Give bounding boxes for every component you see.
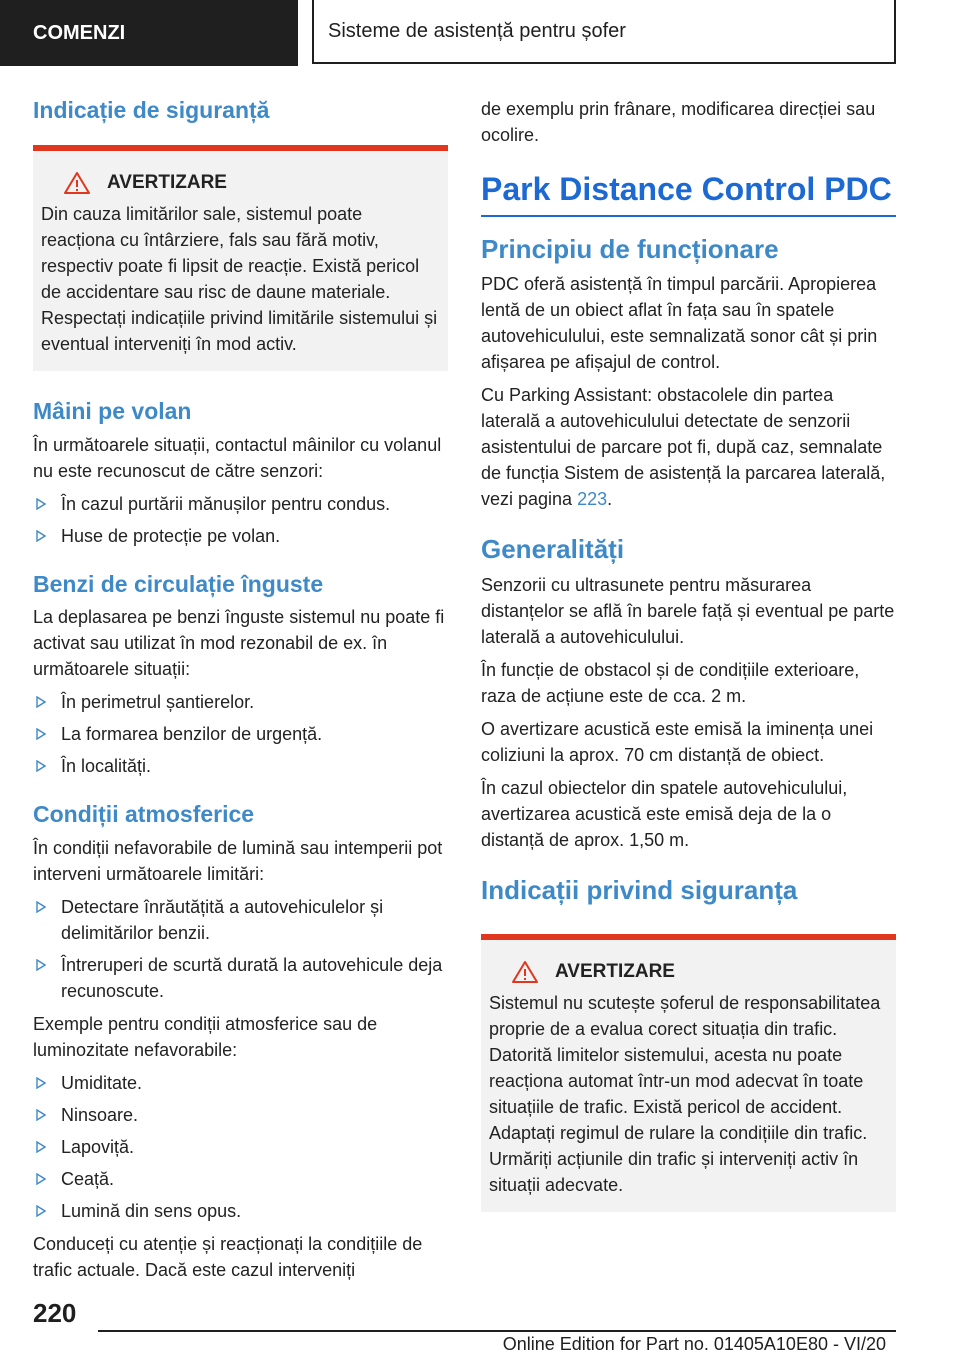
list-item-text: La formarea benzilor de urgență. [61,724,323,745]
principle-text-2 [481,382,896,512]
bullet-triangle-icon [36,1077,46,1089]
page-number: 220 [33,1298,77,1328]
hands-list [33,491,448,549]
pdc-heading: Park Distance Control PDC [481,169,896,217]
bullet-triangle-icon [36,959,46,971]
bullet-triangle-icon [36,696,46,708]
lanes-text: La deplasarea pe benzi înguste sistemul nu poate fi activat sau utilizat în mod rezonabil de ex. în următoarele situații: [33,607,445,680]
warning-title: AVERTIZARE [107,171,227,193]
spacer [481,860,896,874]
chapter-title: Sisteme de asistență pentru șofer [312,0,896,64]
list-item [33,1070,448,1096]
spacer [33,556,448,570]
examples-list [33,1070,448,1224]
hands-heading: Mâini pe volan [33,397,192,424]
page-header [0,0,960,66]
closing-text: Conduceți cu atenție și reacționați la condițiile de trafic actuale. Dacă este cazul interveniți [33,1234,423,1280]
general-text-2: În funcție de obstacol și de condițiile exterioare, raza de acțiune este de cca. 2 m. [481,659,860,706]
bullet-triangle-icon [36,1141,46,1153]
list-item [33,689,448,715]
right-column [481,96,896,1238]
list-item-text: Ninsoare. [61,1105,139,1125]
general-text-4: În cazul obiectelor din spatele autovehiculului, avertizarea acustică este emisă deja de la o distanță de aprox. 1,50 m. [481,777,848,850]
footer-divider [98,1330,896,1332]
warning-header [41,171,440,195]
bullet-triangle-icon [36,1205,46,1217]
list-item-text: Ceață. [61,1169,115,1189]
list-item [33,1102,448,1128]
general-text-1: Senzorii cu ultrasunete pentru măsurarea distanțelor se află în barele față și eventual pe parte laterală a autovehiculului. [481,574,895,647]
spacer [33,786,448,800]
list-item-text: În perimetrul șantierelor. [61,692,255,713]
principle-text-2-start: Cu Parking Assistant: obstacolele din partea laterală a autovehiculului detectate de senzorii asistentului de parcare pot fi, după caz, semnalate de funcția Sistem de asistență la parcarea laterală, vezi pagina [481,385,886,510]
bullet-triangle-icon [36,728,46,740]
page-link[interactable]: 223 [577,489,608,510]
list-item-text: În cazul purtării mănușilor pentru condus. [61,493,391,514]
edition-info: Online Edition for Part no. 01405A10E80 - VI/20 [502,1334,886,1354]
safety-heading: Indicație de siguranță [33,97,270,123]
page-footer [0,1290,960,1362]
weather-heading: Condiții atmosferice [33,801,255,828]
hands-text: În următoarele situații, contactul mâinilor cu volanul nu este recunoscut de către senzori: [33,434,442,481]
warning-box [481,934,896,1212]
list-item-text: Huse de protecție pe volan. [61,525,281,546]
general-text-3: O avertizare acustică este emisă la iminența unei coliziuni la aprox. 70 cm distanță de obiect. [481,718,874,765]
spacer [481,519,896,533]
spacer [481,920,896,934]
warning-triangle-icon [63,171,91,195]
list-item [33,753,448,779]
list-item [33,721,448,747]
general-heading: Generalități [481,534,625,565]
bullet-triangle-icon [36,1173,46,1185]
list-item [33,952,448,1004]
bullet-triangle-icon [36,901,46,913]
lanes-list [33,689,448,779]
warning-header [489,960,888,984]
list-item-text: Lumină din sens opus. [61,1201,242,1221]
list-item [33,1134,448,1160]
weather-text: În condiții nefavorabile de lumină sau intemperii pot interveni următoarele limitări: [33,838,443,884]
continued-text: de exemplu prin frânare, modificarea direcției sau ocolire. [481,99,876,145]
warning-text: Din cauza limitărilor sale, sistemul poate reacționa cu întârziere, fals sau fără motiv, respectiv poate fi lipsit de reacție. Există pericol de accidentare sau risc de daune materiale. Respectați indicațiile privind limitările sistemului și eventual interveniți în mod activ. [41,203,438,354]
list-item [33,1166,448,1192]
principle-text-1: PDC oferă asistență în timpul parcării. Apropierea lentă de un obiect aflat în fața sau în spatele autovehiculului, este semnalizată sonor cât și prin afișarea pe afișajul de control. [481,274,878,373]
warning-triangle-icon [511,960,539,984]
list-item-text: Lapoviță. [61,1137,135,1157]
warning-text: Sistemul nu scutește șoferul de responsabilitatea proprie de a evalua corect situația din trafic. Datorită limitelor sistemului, acesta nu poate reacționa automat într-un mod adecvat în toate situațiile de trafic. Există pericol de accident. Adaptați regimul de rulare la condițiile din trafic. Urmăriți acțiunile din trafic și interveniți activ în situații adecvate. [489,993,881,1196]
list-item [33,1198,448,1224]
list-item-text: Umiditate. [61,1073,143,1093]
spacer [481,155,896,169]
list-item [33,491,448,517]
examples-text: Exemple pentru condiții atmosferice sau de luminozitate nefavorabile: [33,1014,378,1060]
principle-heading: Principiu de funcționare [481,233,779,264]
warning-title: AVERTIZARE [555,961,675,983]
bullet-triangle-icon [36,498,46,510]
section-tab: COMENZI [0,0,298,66]
left-column [33,96,448,1290]
list-item-text: Întreruperi de scurtă durată la autovehicule deja recunoscute. [61,955,443,1001]
lanes-heading: Benzi de circulație înguste [33,570,324,597]
bullet-triangle-icon [36,530,46,542]
list-item [33,523,448,549]
list-item [33,894,448,946]
bullet-triangle-icon [36,760,46,772]
spacer [33,131,448,145]
safety-indications-heading: Indicații privind siguranța [481,874,798,905]
list-item-text: Detectare înrăutățită a autovehiculelor și delimitărilor benzii. [61,897,384,943]
warning-box [33,145,448,371]
list-item-text: În localități. [61,756,152,777]
weather-list [33,894,448,1004]
principle-text-2-end: . [607,489,613,510]
bullet-triangle-icon [36,1109,46,1121]
